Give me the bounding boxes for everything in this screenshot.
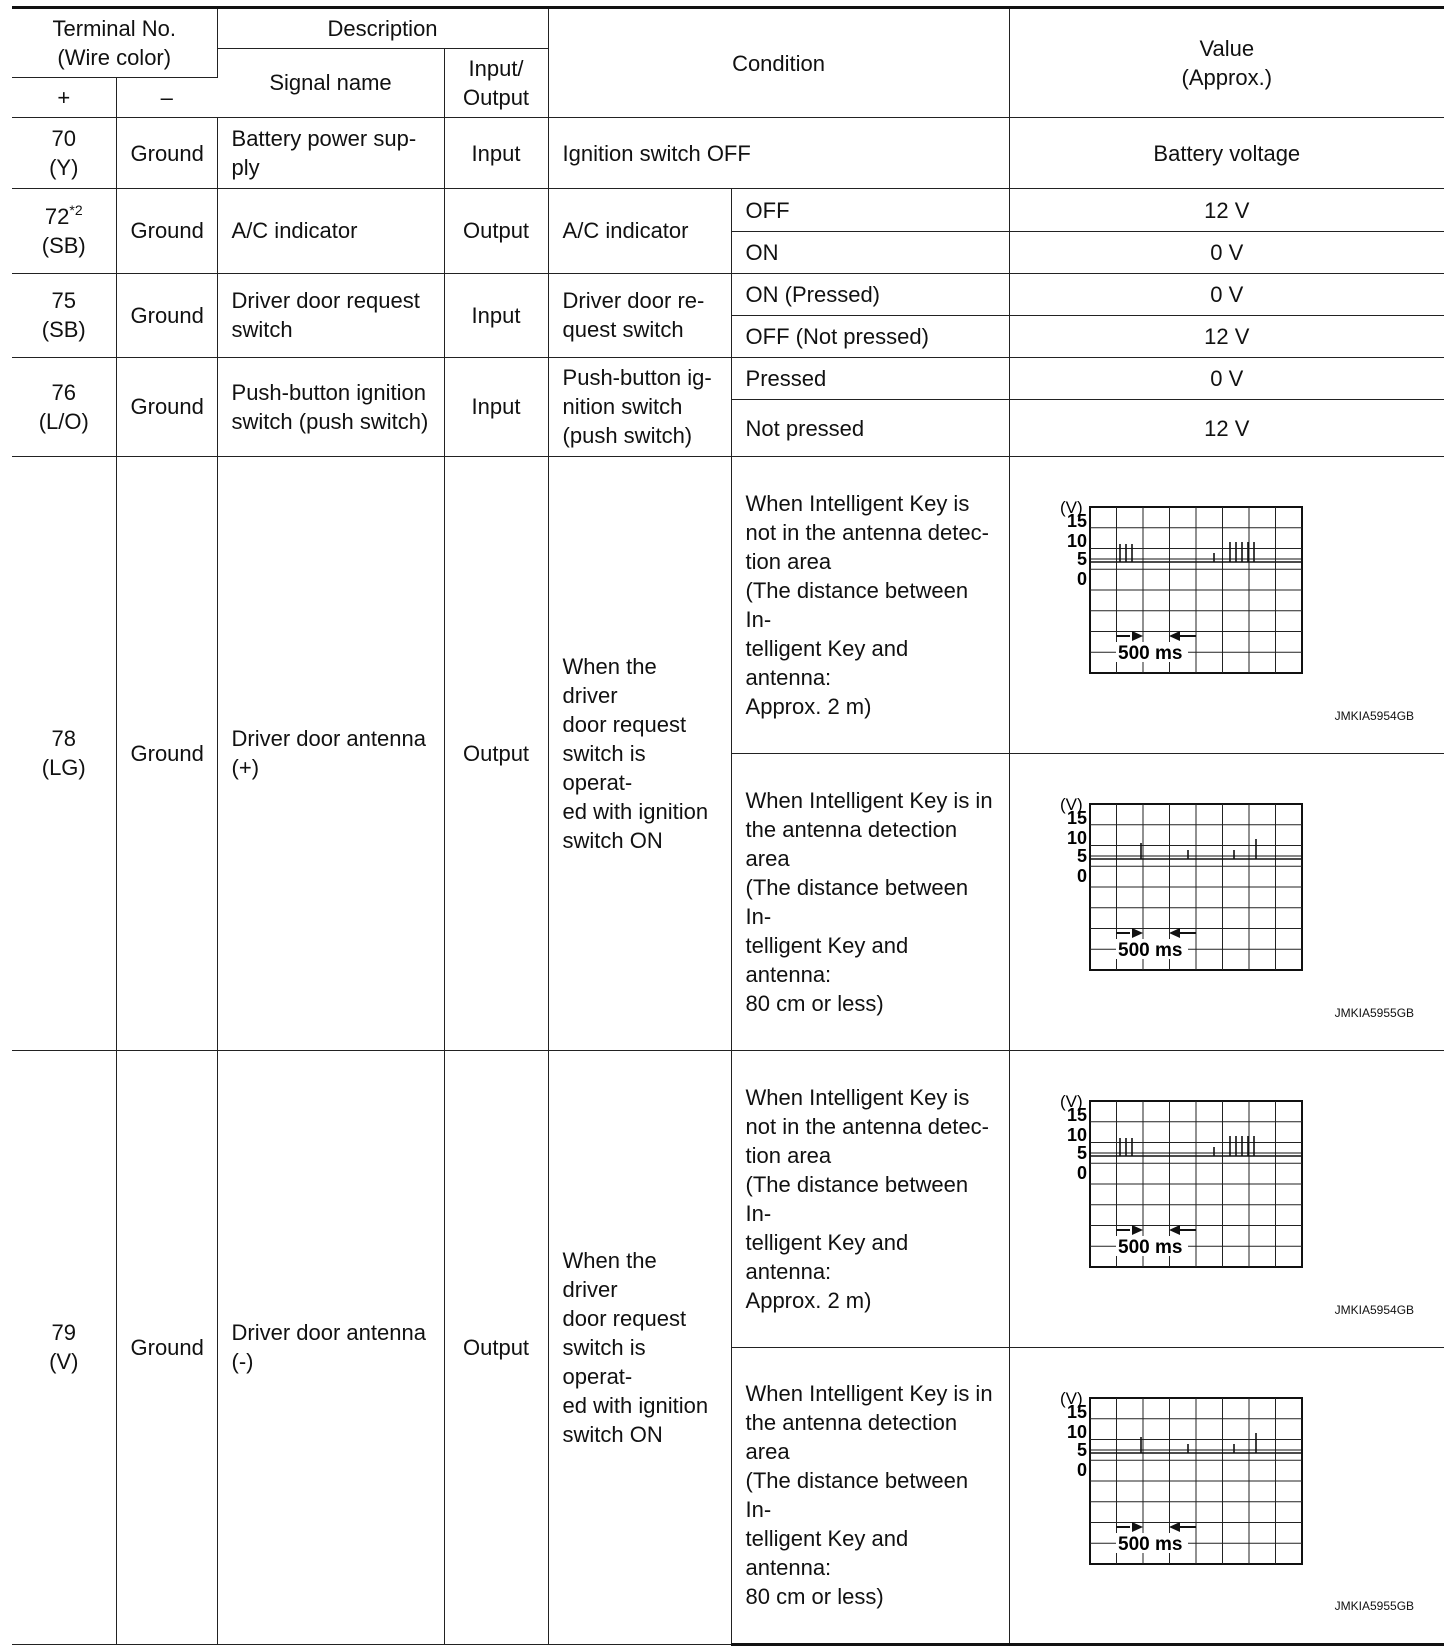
condition-line: ed with ignition bbox=[562, 1392, 709, 1418]
terminal-number-text: 72 bbox=[44, 203, 70, 229]
waveform-cell bbox=[1009, 456, 1444, 753]
condition-line: switch is operat- bbox=[562, 1334, 646, 1389]
case-line: telligent Key and antenna: bbox=[745, 1229, 909, 1284]
y-tick-label: 15 bbox=[1066, 1104, 1087, 1125]
io-cell: Output bbox=[444, 1050, 548, 1644]
time-division-label: 500 ms bbox=[1117, 642, 1182, 664]
condition-cell bbox=[548, 456, 731, 1050]
table-row bbox=[12, 118, 1444, 189]
io-header bbox=[444, 48, 548, 118]
state-cell: OFF bbox=[731, 189, 1009, 232]
signal-name-header: Signal name bbox=[217, 48, 444, 118]
signal-line: switch bbox=[231, 317, 293, 343]
y-tick-label: 5 bbox=[1076, 1142, 1087, 1163]
case-line: Approx. 2 m) bbox=[745, 1287, 872, 1313]
condition-line: ed with ignition bbox=[562, 798, 709, 824]
terminal-number: 75 bbox=[51, 288, 76, 314]
terminal-number: 76 bbox=[51, 379, 76, 405]
y-tick-label: 5 bbox=[1076, 548, 1087, 569]
unit-label: (V) bbox=[1059, 794, 1083, 814]
waveform-graph bbox=[1030, 792, 1305, 972]
case-line: (The distance between In- bbox=[745, 874, 969, 929]
value-cell: 0 V bbox=[1009, 231, 1444, 273]
io-cell: Output bbox=[444, 456, 548, 1050]
condition-line: When the driver bbox=[562, 653, 657, 708]
value-header bbox=[1009, 8, 1444, 118]
signal-name-cell bbox=[217, 118, 444, 189]
case-line: (The distance between In- bbox=[745, 1171, 969, 1226]
waveform-cell bbox=[1009, 1347, 1444, 1644]
unit-label: (V) bbox=[1059, 1091, 1083, 1111]
condition-line: nition switch bbox=[562, 394, 683, 420]
y-tick-label: 5 bbox=[1076, 1439, 1087, 1460]
table-row bbox=[12, 189, 1444, 232]
value-cell: 0 V bbox=[1009, 273, 1444, 316]
unit-label: (V) bbox=[1059, 497, 1083, 517]
figure-id: JMKIA5954GB bbox=[1334, 708, 1415, 723]
case-line: When Intelligent Key is bbox=[745, 1084, 970, 1110]
case-line: tion area bbox=[745, 1142, 832, 1168]
case-line: (The distance between In- bbox=[745, 1468, 969, 1523]
signal-line: Driver door request bbox=[231, 288, 420, 314]
case-line: area bbox=[745, 845, 790, 871]
value-cell: 12 V bbox=[1009, 316, 1444, 358]
time-arrowhead-right bbox=[1169, 1225, 1180, 1235]
terminal-number bbox=[26, 202, 102, 231]
wire-color: (V) bbox=[49, 1349, 79, 1375]
state-cell: Not pressed bbox=[731, 400, 1009, 457]
waveform-graph bbox=[1030, 1386, 1305, 1566]
case-line: the antenna detection bbox=[745, 816, 958, 842]
condition-cell bbox=[548, 1050, 731, 1644]
y-tick-label: 15 bbox=[1066, 807, 1087, 828]
condition-line: (push switch) bbox=[562, 423, 693, 449]
y-tick-label: 0 bbox=[1076, 1459, 1087, 1480]
signal-name-cell bbox=[217, 1050, 444, 1644]
value-approx-label: (Approx.) bbox=[1181, 65, 1273, 91]
terminal-number: 79 bbox=[51, 1320, 76, 1346]
case-line: telligent Key and antenna: bbox=[745, 932, 909, 987]
y-tick-label: 10 bbox=[1066, 827, 1087, 848]
terminal-no-label: Terminal No. bbox=[52, 15, 176, 41]
state-cell bbox=[731, 456, 1009, 753]
condition-line: door request bbox=[562, 1305, 687, 1331]
terminal-table bbox=[12, 6, 1444, 1646]
time-arrowhead-right bbox=[1169, 1522, 1180, 1532]
signal-name-cell bbox=[217, 357, 444, 456]
condition-line: Push-button ig- bbox=[562, 365, 712, 391]
waveform-graph bbox=[1030, 1089, 1305, 1269]
wire-color: (SB) bbox=[41, 232, 86, 258]
figure-id: JMKIA5954GB bbox=[1334, 1302, 1415, 1317]
terminal-cell bbox=[12, 189, 116, 273]
state-cell bbox=[731, 1347, 1009, 1644]
plus-header: + bbox=[12, 77, 116, 118]
terminal-cell bbox=[12, 1050, 116, 1644]
waveform-figure bbox=[1010, 754, 1445, 1050]
terminal-number: 78 bbox=[51, 726, 76, 752]
figure-id: JMKIA5955GB bbox=[1334, 1599, 1415, 1613]
condition-line: Driver door re- bbox=[562, 288, 705, 314]
value-cell: 12 V bbox=[1009, 189, 1444, 232]
signal-line: ply bbox=[231, 155, 260, 181]
signal-line: Push-button ignition bbox=[231, 379, 426, 405]
signal-name-cell bbox=[217, 273, 444, 357]
signal-line: (-) bbox=[231, 1349, 254, 1375]
signal-name-cell bbox=[217, 456, 444, 1050]
condition-line: When the driver bbox=[562, 1247, 657, 1302]
io-cell: Input bbox=[444, 118, 548, 189]
minus-cell: Ground bbox=[116, 118, 217, 189]
condition-line: switch is operat- bbox=[562, 740, 646, 795]
case-line: (The distance between In- bbox=[745, 577, 969, 632]
time-division-label: 500 ms bbox=[1117, 1236, 1182, 1258]
wire-color: (L/O) bbox=[38, 408, 89, 434]
wire-color: (Y) bbox=[49, 155, 79, 181]
value-cell: 0 V bbox=[1009, 357, 1444, 400]
value-cell: Battery voltage bbox=[1009, 118, 1444, 189]
y-tick-label: 0 bbox=[1076, 865, 1087, 886]
minus-cell: Ground bbox=[116, 273, 217, 357]
wire-color: (SB) bbox=[41, 317, 86, 343]
minus-cell: Ground bbox=[116, 1050, 217, 1644]
state-cell bbox=[731, 753, 1009, 1050]
minus-cell: Ground bbox=[116, 357, 217, 456]
signal-line: switch (push switch) bbox=[231, 408, 429, 434]
terminal-number: 70 bbox=[51, 126, 76, 152]
state-cell: OFF (Not pressed) bbox=[731, 316, 1009, 358]
case-line: Approx. 2 m) bbox=[745, 693, 872, 719]
y-tick-label: 10 bbox=[1066, 1124, 1087, 1145]
signal-line: (+) bbox=[231, 755, 260, 781]
signal-line: Driver door antenna bbox=[231, 726, 426, 752]
case-line: area bbox=[745, 1439, 790, 1465]
case-line: When Intelligent Key is in bbox=[745, 1381, 993, 1407]
time-division-label: 500 ms bbox=[1117, 1533, 1182, 1555]
signal-line: Driver door antenna bbox=[231, 1320, 426, 1346]
io-cell: Output bbox=[444, 189, 548, 273]
signal-name-cell: A/C indicator bbox=[217, 189, 444, 273]
minus-cell: Ground bbox=[116, 189, 217, 273]
condition-cell: A/C indicator bbox=[548, 189, 731, 273]
terminal-cell bbox=[12, 118, 116, 189]
terminal-cell bbox=[12, 357, 116, 456]
terminal-spec-sheet bbox=[12, 6, 1444, 1646]
condition-line: door request bbox=[562, 711, 687, 737]
table-row bbox=[12, 1050, 1444, 1347]
terminal-no-header bbox=[12, 8, 217, 78]
figure-id: JMKIA5955GB bbox=[1334, 1005, 1415, 1020]
time-arrowhead-left bbox=[1132, 631, 1143, 641]
condition-line: quest switch bbox=[562, 317, 684, 343]
case-line: 80 cm or less) bbox=[745, 1584, 884, 1610]
waveform-graph bbox=[1030, 495, 1305, 675]
state-cell: ON bbox=[731, 231, 1009, 273]
case-line: tion area bbox=[745, 548, 832, 574]
y-tick-label: 0 bbox=[1076, 568, 1087, 589]
state-cell bbox=[731, 1050, 1009, 1347]
waveform-figure bbox=[1010, 457, 1445, 753]
y-tick-label: 15 bbox=[1066, 1401, 1087, 1422]
time-arrowhead-right bbox=[1169, 631, 1180, 641]
unit-label: (V) bbox=[1059, 1388, 1083, 1408]
condition-line: switch ON bbox=[562, 1421, 663, 1447]
y-tick-label: 10 bbox=[1066, 1421, 1087, 1442]
io-label-2: Output bbox=[463, 84, 530, 110]
y-tick-label: 10 bbox=[1066, 530, 1087, 551]
case-line: not in the antenna detec- bbox=[745, 1113, 989, 1139]
state-cell: Pressed bbox=[731, 357, 1009, 400]
condition-cell bbox=[548, 273, 731, 357]
waveform-figure bbox=[1010, 1051, 1445, 1347]
signal-line: Battery power sup- bbox=[231, 126, 417, 152]
time-arrowhead-left bbox=[1132, 1522, 1143, 1532]
wire-color: (LG) bbox=[41, 755, 86, 781]
waveform-cell bbox=[1009, 753, 1444, 1050]
y-tick-label: 15 bbox=[1066, 510, 1087, 531]
minus-header: – bbox=[116, 77, 217, 118]
case-line: the antenna detection bbox=[745, 1410, 958, 1436]
table-row bbox=[12, 273, 1444, 316]
waveform-cell bbox=[1009, 1050, 1444, 1347]
io-cell: Input bbox=[444, 273, 548, 357]
y-tick-label: 5 bbox=[1076, 845, 1087, 866]
header-row-1 bbox=[12, 8, 1444, 49]
time-arrowhead-left bbox=[1132, 1225, 1143, 1235]
terminal-cell bbox=[12, 273, 116, 357]
value-cell: 12 V bbox=[1009, 400, 1444, 457]
condition-cell bbox=[548, 357, 731, 456]
time-division-label: 500 ms bbox=[1117, 939, 1182, 961]
condition-header: Condition bbox=[548, 8, 1009, 118]
case-line: not in the antenna detec- bbox=[745, 519, 989, 545]
case-line: telligent Key and antenna: bbox=[745, 635, 909, 690]
minus-cell: Ground bbox=[116, 456, 217, 1050]
wire-color-label: (Wire color) bbox=[57, 44, 172, 70]
condition-cell: Ignition switch OFF bbox=[548, 118, 1009, 189]
io-label-1: Input/ bbox=[468, 55, 524, 81]
y-tick-label: 0 bbox=[1076, 1162, 1087, 1183]
time-arrowhead-right bbox=[1169, 928, 1180, 938]
case-line: 80 cm or less) bbox=[745, 990, 884, 1016]
waveform-figure bbox=[1010, 1348, 1445, 1643]
value-label: Value bbox=[1199, 36, 1255, 62]
table-row bbox=[12, 357, 1444, 400]
description-header: Description bbox=[217, 8, 548, 49]
case-line: When Intelligent Key is bbox=[745, 490, 970, 516]
case-line: telligent Key and antenna: bbox=[745, 1526, 909, 1581]
state-cell: ON (Pressed) bbox=[731, 273, 1009, 316]
table-row bbox=[12, 456, 1444, 753]
time-arrowhead-left bbox=[1132, 928, 1143, 938]
footnote-mark: *2 bbox=[69, 201, 83, 218]
condition-line: switch ON bbox=[562, 827, 663, 853]
terminal-cell bbox=[12, 456, 116, 1050]
case-line: When Intelligent Key is in bbox=[745, 787, 993, 813]
io-cell: Input bbox=[444, 357, 548, 456]
